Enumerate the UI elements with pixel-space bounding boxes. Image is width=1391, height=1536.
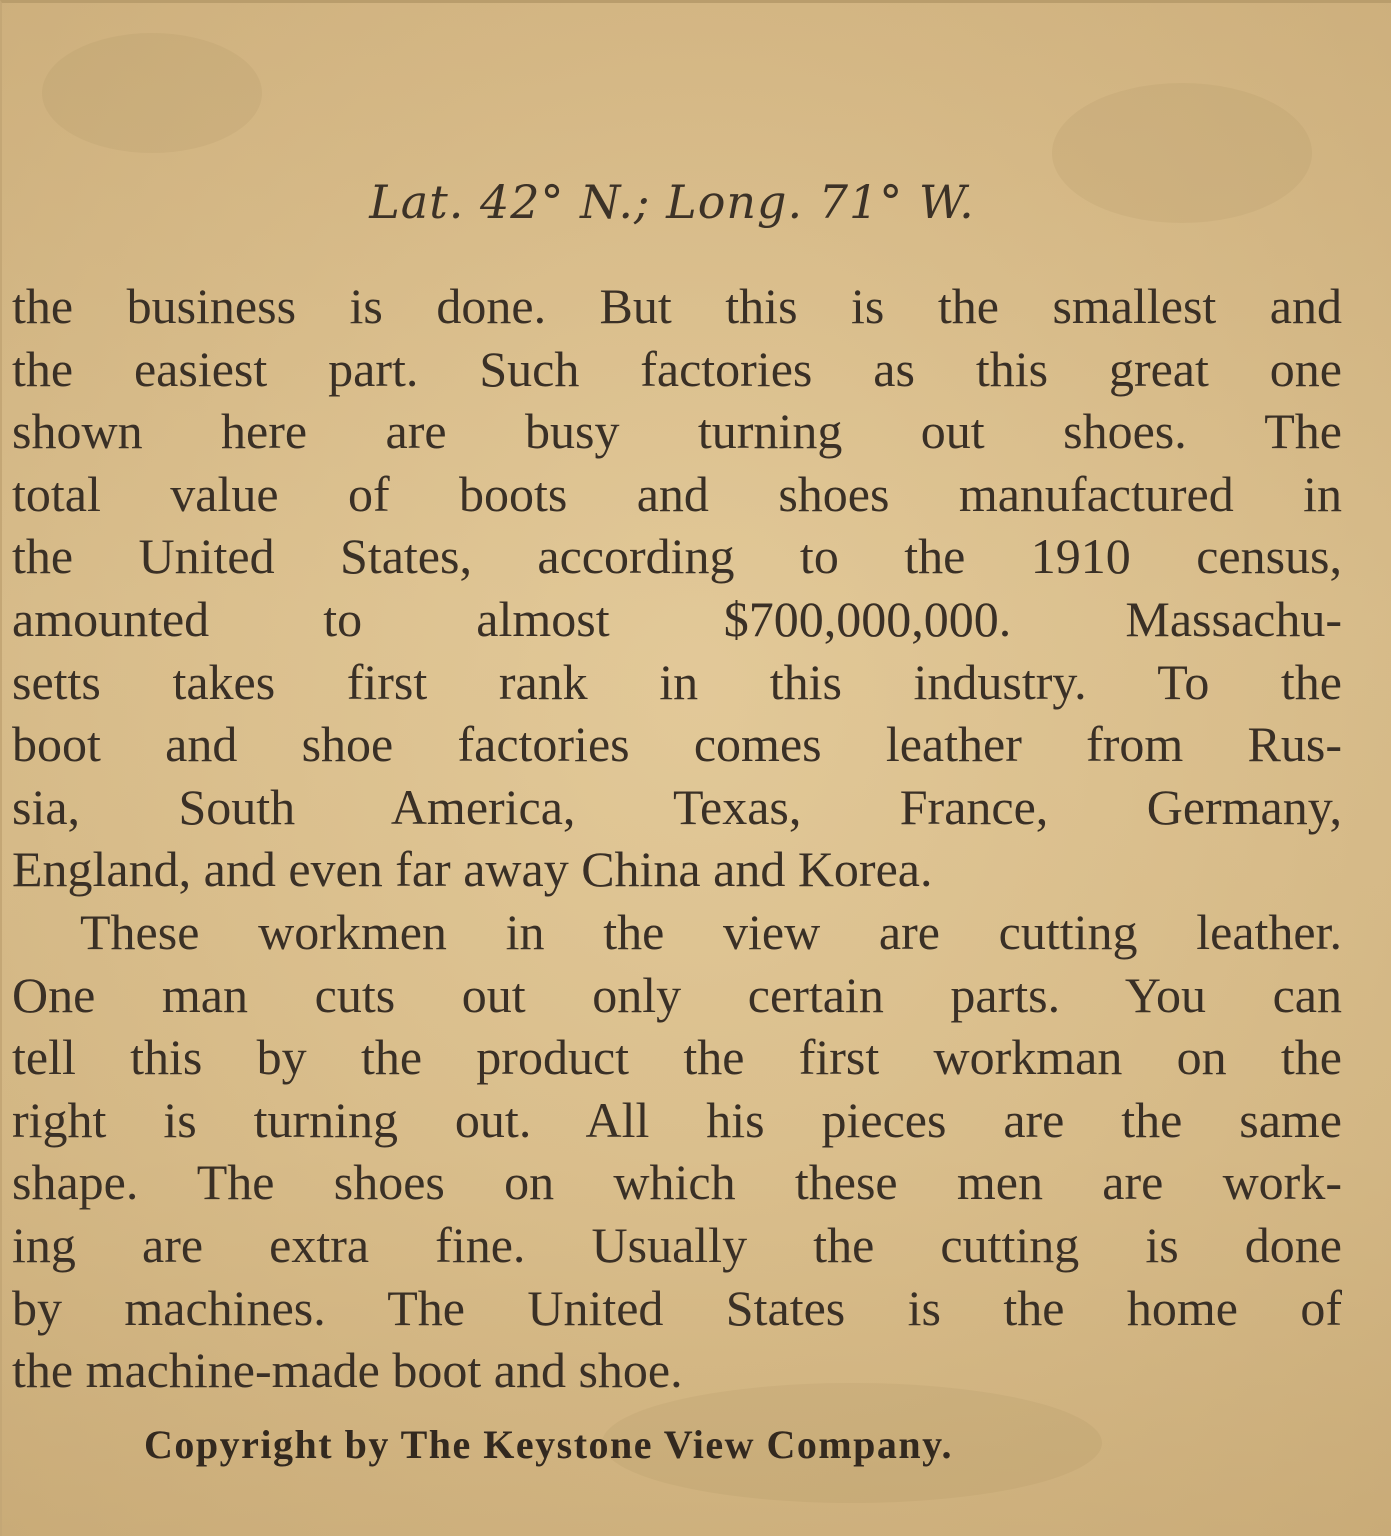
text-line: amounted to almost $700,000,000. Massachu- xyxy=(12,590,1342,647)
text-line: shape. The shoes on which these men are work- xyxy=(12,1154,1342,1211)
copyright-notice: Copyright by The Keystone View Company. xyxy=(144,1422,953,1467)
text-line: the business is done. But this is the smallest and xyxy=(12,278,1342,334)
text-line: One man cuts out only certain parts. You can xyxy=(12,966,1342,1023)
text-line: the machine-made boot and shoe. xyxy=(12,1342,683,1399)
coordinates-heading: Lat. 42° N.; Long. 71° W. xyxy=(369,175,975,229)
description-text xyxy=(12,275,1342,1402)
text-line: the easiest part. Such factories as this great one xyxy=(12,340,1342,397)
text-line: right is turning out. All his pieces are the same xyxy=(12,1091,1342,1148)
text-line: ing are extra fine. Usually the cutting is done xyxy=(12,1216,1342,1273)
paper-stain xyxy=(42,33,262,153)
text-line: shown here are busy turning out shoes. The xyxy=(12,403,1342,460)
text-line: England, and even far away China and Korea. xyxy=(12,841,933,898)
text-line: by machines. The United States is the home of xyxy=(12,1279,1342,1336)
text-line: sia, South America, Texas, France, Germany, xyxy=(12,778,1342,835)
text-line: tell this by the product the first workman on the xyxy=(12,1029,1342,1086)
text-line: boot and shoe factories comes leather from Rus- xyxy=(12,716,1342,773)
text-line: setts takes first rank in this industry. To the xyxy=(12,653,1342,710)
text-line: total value of boots and shoes manufactured in xyxy=(12,465,1342,522)
text-line: the United States, according to the 1910 census, xyxy=(12,528,1342,585)
text-line: These workmen in the view are cutting leather. xyxy=(80,903,1342,960)
